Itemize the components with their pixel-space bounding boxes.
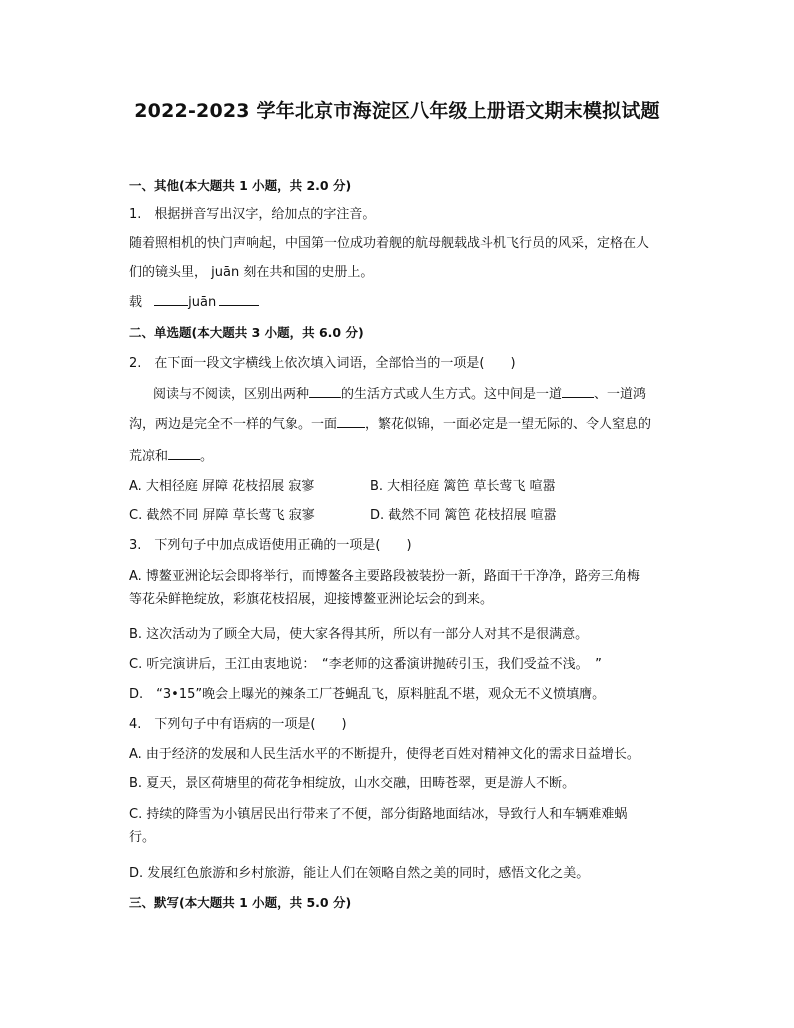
passage-text: 。 [200,449,214,464]
question-1-answer-line [129,293,259,312]
section-heading-other: 一、其他(本大题共 1 小题，共 2.0 分) [129,178,352,193]
answer-blank[interactable] [562,385,594,398]
question-2-option-d[interactable]: D. 截然不同 篱笆 花枝招展 喧嚣 [370,508,557,523]
passage-text: 、一道鸿 [594,387,647,402]
question-2-option-a[interactable]: A. 大相径庭 屏障 花枝招展 寂寥 [129,479,315,494]
answer-blank[interactable] [219,293,259,306]
question-2-stem: 2. 在下面一段文字横线上依次填入词语，全部恰当的一项是( ) [129,356,516,371]
answer-blank[interactable] [337,415,365,428]
passage-text: ，繁花似锦，一面必定是一望无际的、令人窒息的 [365,417,652,432]
question-1-passage-line-1: 随着照相机的快门声响起，中国第一位成功着舰的航母舰载战斗机飞行员的风采，定格在人 [129,236,650,251]
question-1-stem: 1. 根据拼音写出汉字，给加点的字注音。 [129,207,376,222]
question-3-option-a-line-1[interactable]: A. 博鳌亚洲论坛会即将举行，而博鳌各主要路段被装扮一新，路面干干净净，路旁三角梅 [129,569,640,584]
exam-title: 2022-2023 学年北京市海淀区八年级上册语文期末模拟试题 [134,100,660,122]
question-3-option-c[interactable]: C. 听完演讲后，王江由衷地说： “李老师的这番演讲抛砖引玉，我们受益不浅。 ” [129,657,602,672]
fill-pinyin-juan: juān [188,295,217,310]
question-4-stem: 4. 下列句子中有语病的一项是( ) [129,717,347,732]
answer-blank[interactable] [168,447,200,460]
question-4-option-d[interactable]: D. 发展红色旅游和乡村旅游，能让人们在领略自然之美的同时，感悟文化之美。 [129,866,590,881]
question-4-option-a[interactable]: A. 由于经济的发展和人民生活水平的不断提升，使得老百姓对精神文化的需求日益增长。 [129,747,640,762]
section-heading-dictation: 三、默写(本大题共 1 小题，共 5.0 分) [129,895,352,910]
question-1-passage-line-2: 们的镜头里， juān 刻在共和国的史册上。 [129,265,374,280]
question-4-option-b[interactable]: B. 夏天，景区荷塘里的荷花争相绽放，山水交融，田畴苍翠，更是游人不断。 [129,776,576,791]
question-3-option-b[interactable]: B. 这次活动为了顾全大局，使大家各得其所，所以有一部分人对其不是很满意。 [129,627,589,642]
answer-blank[interactable] [154,293,188,306]
question-3-option-d[interactable]: D. “3•15”晚会上曝光的辣条工厂苍蝇乱飞，原料脏乱不堪，观众无不义愤填膺。 [129,687,606,702]
question-2-option-c[interactable]: C. 截然不同 屏障 草长莺飞 寂寥 [129,508,315,523]
question-4-option-c-line-1[interactable]: C. 持续的降雪为小镇居民出行带来了不便，部分街路地面结冰，导致行人和车辆难难蜗 [129,807,628,822]
question-4-option-c-line-2[interactable]: 行。 [129,830,156,845]
question-2-passage-line-2 [129,415,651,434]
passage-text: 荒凉和 [129,449,169,464]
question-2-option-b[interactable]: B. 大相径庭 篱笆 草长莺飞 喧嚣 [370,479,556,494]
question-3-stem: 3. 下列句子中加点成语使用正确的一项是( ) [129,538,412,553]
section-heading-single-choice: 二、单选题(本大题共 3 小题，共 6.0 分) [129,325,364,340]
question-2-passage-line-3 [129,447,213,466]
question-3-option-a-line-2[interactable]: 等花朵鲜艳绽放，彩旗花枝招展，迎接博鳌亚洲论坛会的到来。 [129,592,494,607]
passage-text: 的生活方式或人生方式。这中间是一道 [341,387,563,402]
passage-text: 沟，两边是完全不一样的气象。一面 [129,417,338,432]
question-2-passage-line-1 [153,385,646,404]
answer-blank[interactable] [309,385,341,398]
fill-char-zai: 载 [129,295,143,310]
passage-text: 阅读与不阅读，区别出两种 [153,387,310,402]
